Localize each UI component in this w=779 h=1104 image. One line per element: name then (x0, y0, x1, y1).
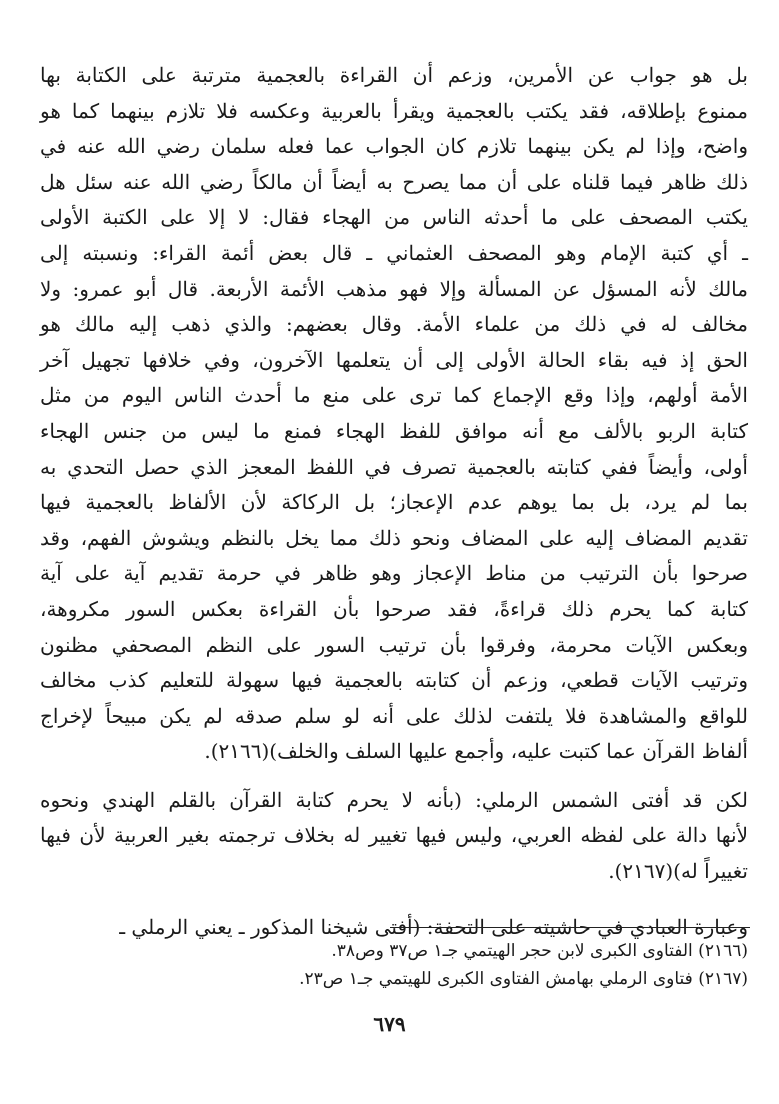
text-line: مالك لأنه المسؤل عن المسألة وإلا فهو مذهب الأئمة الأربعة. قال أبو عمرو: ولا (40, 276, 748, 301)
text-line: واضح، وإذا لم يكن بينهما تلازم كان الجواب عما فعله سلمان رضي الله عنه في (40, 134, 748, 159)
text-line: ممنوع بإطلاقه، فقد يكتب بالعجمية ويقرأ بالعربية وعكسه فلا تلازم بينهما كما هو (40, 98, 748, 123)
text-line: مخالف له في ذلك من علماء الأمة. وقال بعضهم: والذي ذهب إليه مالك هو (40, 312, 748, 337)
text-line: بل هو جواب عن الأمرين، وزعم أن القراءة بالعجمية مترتبة على الكتابة بها (40, 63, 748, 87)
text-line: الحق إذ فيه بقاء الحالة الأولى إلى أن يتعلمها الآخرون، وفي خلافها تجهيل آخر (40, 347, 748, 372)
text-line: لأنها دالة على لفظه العربي، وليس فيها تغيير له بخلاف ترجمته بغير العربية لأن فيها (40, 823, 748, 848)
paragraph-2 (40, 783, 748, 890)
text-line: صرحوا بأن الترتيب من مناط الإعجاز وهو ظاهر في حرمة تقديم آية على آية (40, 561, 748, 586)
footnotes (40, 937, 748, 993)
footnote-2167: (٢١٦٧) فتاوى الرملي بهامش الفتاوى الكبرى للهيتمي جـ١ ص٢٣. (299, 969, 748, 989)
text-line: ألفاظ القرآن عما كتبت عليه، وأجمع عليها السلف والخلف)(٢١٦٦). (204, 739, 748, 764)
text-line: كتابة الربو بالألف مع أنه موافق للفظ الهجاء فمنع ما ليس من جنس الهجاء (40, 418, 748, 443)
text-line: للواقع والمشاهدة فلا يلتفت لذلك على أنه لو سلم صدقه لم يكن مبيحاً لإخراج (40, 703, 748, 728)
text-line: أولى، وأيضاً ففي كتابته بالعجمية تصرف في اللفظ المعجز الذي حصل التحدي به (40, 454, 748, 479)
text-line: وعبارة العبادي في حاشيته على التحفة: (أفتى شيخنا المذكور ـ يعني الرملي ـ (119, 914, 748, 939)
text-line: الأمة أولهم، وإذا وقع الإجماع كما ترى على منع ما أحدث الناس اليوم من مثل (40, 383, 748, 408)
page-number: ٦٧٩ (373, 1012, 406, 1036)
text-line: ذلك ظاهر فيما قلناه على أن مما يصرح به أيضاً أن مالكاً رضي الله عنه سئل هل (40, 169, 748, 194)
text-line: تقديم المضاف إليه على المضاف ونحو ذلك مما يخل بالنظم ويشوش الفهم، وقد (40, 525, 748, 550)
text-line: وترتيب الآيات قطعي، وزعم أن كتابته بالعجمية فيها سهولة للتعليم كذب مخالف (40, 668, 748, 693)
book-page-body (40, 58, 748, 945)
text-line: كتابة كما يحرم ذلك قراءةً، فقد صرحوا بأن القراءة بعكس السور مكروهة، (40, 596, 748, 621)
footnote-separator (390, 927, 750, 928)
paragraph-1 (40, 58, 748, 770)
text-line: بما لم يرد، بل بما يوهم عدم الإعجاز؛ بل الركاكة لأن الألفاظ بالعجمية فيها (40, 490, 748, 515)
footnote-2166: (٢١٦٦) الفتاوى الكبرى لابن حجر الهيتمي جـ١ ص٣٧ وص٣٨. (331, 941, 748, 961)
text-line: ـ أي كتبة الإمام وهو المصحف العثماني ـ قال بعض أئمة القراء: ونسبته إلى (40, 240, 748, 265)
text-line: تغييراً له)(٢١٦٧). (608, 859, 748, 884)
text-line: وبعكس الآيات محرمة، وفرقوا بأن ترتيب السور على النظم المصحفي مظنون (40, 632, 748, 657)
text-line: لكن قد أفتى الشمس الرملي: (بأنه لا يحرم كتابة القرآن بالقلم الهندي ونحوه (40, 787, 748, 812)
text-line: يكتب المصحف على ما أحدثه الناس من الهجاء فقال: لا إلا على الكتبة الأولى (40, 205, 748, 230)
